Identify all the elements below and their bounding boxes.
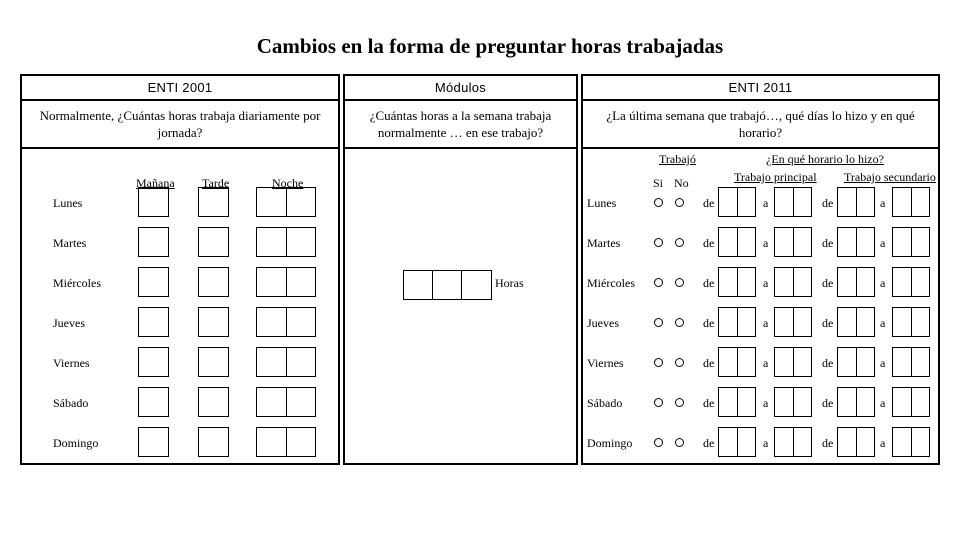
- main-job-end-field[interactable]: [774, 347, 812, 377]
- afternoon-hours-field[interactable]: [198, 187, 229, 217]
- yes-label: Si: [653, 176, 664, 190]
- panel-enti-2011: [581, 74, 940, 465]
- from-label: de: [822, 236, 834, 250]
- day-label: Lunes: [53, 196, 83, 210]
- from-label: de: [822, 436, 834, 450]
- hours-label: Horas: [495, 276, 524, 290]
- afternoon-hours-field[interactable]: [198, 387, 229, 417]
- worked-no-radio[interactable]: [675, 318, 684, 327]
- main-job-end-field[interactable]: [774, 187, 812, 217]
- main-job-start-field[interactable]: [718, 227, 756, 257]
- day-label: Domingo: [587, 436, 633, 450]
- night-hours-field[interactable]: [256, 227, 316, 257]
- afternoon-hours-field[interactable]: [198, 227, 229, 257]
- panel-question: Normalmente, ¿Cuántas horas trabaja diariamente por jornada?: [22, 101, 338, 149]
- schedule-question-label: ¿En qué horario lo hizo?: [766, 152, 884, 166]
- day-label: Miércoles: [587, 276, 635, 290]
- to-label: a: [880, 436, 886, 450]
- to-label: a: [880, 396, 886, 410]
- secondary-job-start-field[interactable]: [837, 427, 875, 457]
- panel-question: ¿Cuántas horas a la semana trabaja normalmente … en ese trabajo?: [345, 101, 576, 149]
- column-header-morning: Mañana: [136, 176, 175, 190]
- night-hours-field[interactable]: [256, 267, 316, 297]
- from-label: de: [703, 436, 715, 450]
- from-label: de: [822, 356, 834, 370]
- panel-enti-2001: [20, 74, 340, 465]
- morning-hours-field[interactable]: [138, 187, 169, 217]
- hours-field[interactable]: [403, 270, 492, 300]
- night-hours-field[interactable]: [256, 387, 316, 417]
- to-label: a: [763, 196, 769, 210]
- main-job-end-field[interactable]: [774, 227, 812, 257]
- main-job-end-field[interactable]: [774, 387, 812, 417]
- secondary-job-end-field[interactable]: [892, 387, 930, 417]
- night-hours-field[interactable]: [256, 347, 316, 377]
- from-label: de: [822, 316, 834, 330]
- day-label: Jueves: [587, 316, 619, 330]
- main-job-start-field[interactable]: [718, 267, 756, 297]
- day-label: Viernes: [53, 356, 90, 370]
- column-header-afternoon: Tarde: [202, 176, 230, 190]
- secondary-job-start-field[interactable]: [837, 387, 875, 417]
- secondary-job-end-field[interactable]: [892, 347, 930, 377]
- to-label: a: [763, 356, 769, 370]
- day-label: Martes: [53, 236, 87, 250]
- day-label: Jueves: [53, 316, 85, 330]
- morning-hours-field[interactable]: [138, 347, 169, 377]
- worked-yes-radio[interactable]: [654, 398, 663, 407]
- main-job-start-field[interactable]: [718, 387, 756, 417]
- secondary-job-label: Trabajo secundario: [844, 170, 936, 184]
- hours-field-divider: [432, 271, 433, 299]
- no-label: No: [674, 176, 689, 190]
- main-job-end-field[interactable]: [774, 427, 812, 457]
- night-hours-field[interactable]: [256, 427, 316, 457]
- to-label: a: [763, 396, 769, 410]
- to-label: a: [880, 316, 886, 330]
- from-label: de: [703, 196, 715, 210]
- secondary-job-end-field[interactable]: [892, 267, 930, 297]
- morning-hours-field[interactable]: [138, 227, 169, 257]
- night-hours-field[interactable]: [256, 187, 316, 217]
- day-label: Miércoles: [53, 276, 101, 290]
- to-label: a: [763, 316, 769, 330]
- secondary-job-end-field[interactable]: [892, 307, 930, 337]
- main-job-start-field[interactable]: [718, 427, 756, 457]
- morning-hours-field[interactable]: [138, 427, 169, 457]
- worked-no-radio[interactable]: [675, 278, 684, 287]
- main-job-label: Trabajo principal: [734, 170, 817, 184]
- to-label: a: [880, 276, 886, 290]
- day-label: Sábado: [587, 396, 623, 410]
- secondary-job-end-field[interactable]: [892, 187, 930, 217]
- worked-no-radio[interactable]: [675, 238, 684, 247]
- from-label: de: [703, 236, 715, 250]
- to-label: a: [880, 196, 886, 210]
- from-label: de: [822, 196, 834, 210]
- day-label: Sábado: [53, 396, 89, 410]
- day-label: Domingo: [53, 436, 99, 450]
- main-job-start-field[interactable]: [718, 307, 756, 337]
- secondary-job-start-field[interactable]: [837, 307, 875, 337]
- secondary-job-start-field[interactable]: [837, 347, 875, 377]
- from-label: de: [822, 396, 834, 410]
- afternoon-hours-field[interactable]: [198, 267, 229, 297]
- worked-no-radio[interactable]: [675, 198, 684, 207]
- worked-no-radio[interactable]: [675, 398, 684, 407]
- day-label: Martes: [587, 236, 621, 250]
- main-job-start-field[interactable]: [718, 347, 756, 377]
- worked-yes-radio[interactable]: [654, 198, 663, 207]
- worked-yes-radio[interactable]: [654, 358, 663, 367]
- column-header-night: Noche: [272, 176, 304, 190]
- afternoon-hours-field[interactable]: [198, 427, 229, 457]
- to-label: a: [763, 436, 769, 450]
- from-label: de: [703, 356, 715, 370]
- secondary-job-start-field[interactable]: [837, 187, 875, 217]
- afternoon-hours-field[interactable]: [198, 307, 229, 337]
- to-label: a: [763, 276, 769, 290]
- main-job-start-field[interactable]: [718, 187, 756, 217]
- worked-yes-radio[interactable]: [654, 278, 663, 287]
- page-title: Cambios en la forma de preguntar horas trabajadas: [256, 34, 724, 58]
- day-label: Viernes: [587, 356, 624, 370]
- worked-label: Trabajó: [659, 152, 696, 166]
- worked-no-radio[interactable]: [675, 358, 684, 367]
- from-label: de: [703, 276, 715, 290]
- morning-hours-field[interactable]: [138, 387, 169, 417]
- main-job-end-field[interactable]: [774, 307, 812, 337]
- panel-header: ENTI 2001: [22, 76, 338, 101]
- morning-hours-field[interactable]: [138, 267, 169, 297]
- from-label: de: [703, 316, 715, 330]
- secondary-job-start-field[interactable]: [837, 267, 875, 297]
- worked-no-radio[interactable]: [675, 438, 684, 447]
- from-label: de: [703, 396, 715, 410]
- panel-header: Módulos: [345, 76, 576, 101]
- from-label: de: [822, 276, 834, 290]
- morning-hours-field[interactable]: [138, 307, 169, 337]
- main-job-end-field[interactable]: [774, 267, 812, 297]
- panel-modulos: [343, 74, 578, 465]
- day-label: Lunes: [587, 196, 617, 210]
- panel-question: ¿La última semana que trabajó…, qué días lo hizo y en qué horario?: [583, 101, 938, 149]
- to-label: a: [880, 236, 886, 250]
- worked-yes-radio[interactable]: [654, 438, 663, 447]
- worked-yes-radio[interactable]: [654, 238, 663, 247]
- to-label: a: [880, 356, 886, 370]
- secondary-job-start-field[interactable]: [837, 227, 875, 257]
- secondary-job-end-field[interactable]: [892, 227, 930, 257]
- secondary-job-end-field[interactable]: [892, 427, 930, 457]
- night-hours-field[interactable]: [256, 307, 316, 337]
- to-label: a: [763, 236, 769, 250]
- hours-field-divider: [461, 271, 462, 299]
- afternoon-hours-field[interactable]: [198, 347, 229, 377]
- panel-header: ENTI 2011: [583, 76, 938, 101]
- worked-yes-radio[interactable]: [654, 318, 663, 327]
